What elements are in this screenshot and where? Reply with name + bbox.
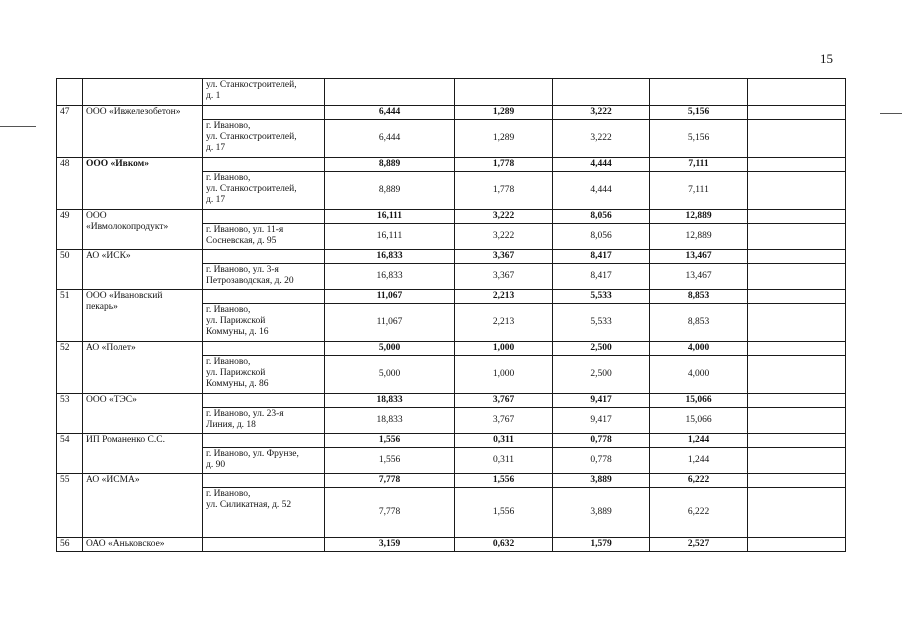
address-cell: г. Иваново, ул. Силикатная, д. 52 bbox=[203, 488, 325, 538]
value-cell-1: 11,067 bbox=[325, 304, 455, 342]
value-cell-2: 1,556 bbox=[455, 474, 553, 488]
value-cell-2: 0,311 bbox=[455, 434, 553, 448]
value-cell-4 bbox=[650, 79, 748, 106]
extra-cell bbox=[748, 434, 846, 448]
value-cell-3: 2,500 bbox=[553, 356, 650, 394]
org-total-row bbox=[57, 250, 846, 264]
value-cell-2: 1,778 bbox=[455, 172, 553, 210]
row-index: 50 bbox=[57, 250, 83, 290]
value-cell-4: 4,000 bbox=[650, 356, 748, 394]
organization-name: АО «ИСМА» bbox=[83, 474, 203, 538]
value-cell-4: 7,111 bbox=[650, 172, 748, 210]
value-cell-1: 5,000 bbox=[325, 342, 455, 356]
organization-name: ОАО «Аньковское» bbox=[83, 538, 203, 552]
value-cell-3: 3,889 bbox=[553, 488, 650, 538]
extra-cell bbox=[748, 250, 846, 264]
value-cell-1: 6,444 bbox=[325, 106, 455, 120]
value-cell-1: 16,833 bbox=[325, 250, 455, 264]
value-cell-2: 3,367 bbox=[455, 250, 553, 264]
organization-name: ИП Романенко С.С. bbox=[83, 434, 203, 474]
scan-mark-right bbox=[880, 113, 902, 114]
value-cell-4: 6,222 bbox=[650, 474, 748, 488]
value-cell-1: 18,833 bbox=[325, 394, 455, 408]
address-cell bbox=[203, 250, 325, 264]
row-index: 48 bbox=[57, 158, 83, 210]
address-cell: ул. Станкостроителей, д. 1 bbox=[203, 79, 325, 106]
address-cell bbox=[203, 342, 325, 356]
value-cell-4: 2,527 bbox=[650, 538, 748, 552]
address-row bbox=[57, 79, 846, 106]
extra-cell bbox=[748, 448, 846, 474]
row-index: 53 bbox=[57, 394, 83, 434]
extra-cell bbox=[748, 304, 846, 342]
value-cell-1: 16,833 bbox=[325, 264, 455, 290]
extra-cell bbox=[748, 224, 846, 250]
org-total-row bbox=[57, 394, 846, 408]
row-index: 56 bbox=[57, 538, 83, 552]
row-index bbox=[57, 79, 83, 106]
extra-cell bbox=[748, 210, 846, 224]
extra-cell bbox=[748, 474, 846, 488]
value-cell-2 bbox=[455, 79, 553, 106]
value-cell-4: 7,111 bbox=[650, 158, 748, 172]
organization-name: ООО «Ивком» bbox=[83, 158, 203, 210]
value-cell-3: 8,417 bbox=[553, 264, 650, 290]
value-cell-1: 18,833 bbox=[325, 408, 455, 434]
value-cell-2: 2,213 bbox=[455, 304, 553, 342]
value-cell-3: 1,579 bbox=[553, 538, 650, 552]
org-total-row bbox=[57, 342, 846, 356]
value-cell-4: 13,467 bbox=[650, 264, 748, 290]
address-cell: г. Иваново, ул. Парижской Коммуны, д. 86 bbox=[203, 356, 325, 394]
value-cell-3: 9,417 bbox=[553, 408, 650, 434]
value-cell-4: 5,156 bbox=[650, 106, 748, 120]
address-cell bbox=[203, 474, 325, 488]
organization-name: ООО «Ивмолокопродукт» bbox=[83, 210, 203, 250]
scan-mark-left bbox=[0, 126, 36, 127]
value-cell-3: 8,056 bbox=[553, 210, 650, 224]
value-cell-2: 3,222 bbox=[455, 224, 553, 250]
value-cell-4: 15,066 bbox=[650, 394, 748, 408]
value-cell-3: 3,889 bbox=[553, 474, 650, 488]
value-cell-3: 9,417 bbox=[553, 394, 650, 408]
org-total-row bbox=[57, 158, 846, 172]
value-cell-3: 0,778 bbox=[553, 448, 650, 474]
page-number: 15 bbox=[820, 51, 833, 66]
address-cell: г. Иваново, ул. 11-я Сосневская, д. 95 bbox=[203, 224, 325, 250]
extra-cell bbox=[748, 488, 846, 538]
organization-name: ООО «ТЭС» bbox=[83, 394, 203, 434]
value-cell-4: 12,889 bbox=[650, 210, 748, 224]
extra-cell bbox=[748, 408, 846, 434]
value-cell-3: 5,533 bbox=[553, 290, 650, 304]
extra-cell bbox=[748, 394, 846, 408]
value-cell-3: 3,222 bbox=[553, 120, 650, 158]
address-cell bbox=[203, 210, 325, 224]
value-cell-1: 8,889 bbox=[325, 172, 455, 210]
value-cell-1: 3,159 bbox=[325, 538, 455, 552]
address-cell: г. Иваново, ул. 23-я Линия, д. 18 bbox=[203, 408, 325, 434]
address-cell bbox=[203, 394, 325, 408]
value-cell-3: 8,056 bbox=[553, 224, 650, 250]
extra-cell bbox=[748, 158, 846, 172]
value-cell-1: 1,556 bbox=[325, 434, 455, 448]
value-cell-4: 1,244 bbox=[650, 448, 748, 474]
org-total-row bbox=[57, 290, 846, 304]
value-cell-1: 6,444 bbox=[325, 120, 455, 158]
value-cell-2: 1,289 bbox=[455, 106, 553, 120]
extra-cell bbox=[748, 290, 846, 304]
organization-name: ООО «Ивановский пекарь» bbox=[83, 290, 203, 342]
value-cell-1: 11,067 bbox=[325, 290, 455, 304]
extra-cell bbox=[748, 356, 846, 394]
value-cell-3: 8,417 bbox=[553, 250, 650, 264]
extra-cell bbox=[748, 342, 846, 356]
value-cell-3: 2,500 bbox=[553, 342, 650, 356]
extra-cell bbox=[748, 120, 846, 158]
value-cell-2: 0,632 bbox=[455, 538, 553, 552]
data-table bbox=[56, 78, 846, 552]
value-cell-1: 16,111 bbox=[325, 224, 455, 250]
org-total-row bbox=[57, 474, 846, 488]
value-cell-2: 1,000 bbox=[455, 356, 553, 394]
extra-cell bbox=[748, 106, 846, 120]
organization-name: АО «ИСК» bbox=[83, 250, 203, 290]
organization-name bbox=[83, 79, 203, 106]
value-cell-3: 5,533 bbox=[553, 304, 650, 342]
value-cell-3 bbox=[553, 79, 650, 106]
value-cell-1: 1,556 bbox=[325, 448, 455, 474]
value-cell-3: 3,222 bbox=[553, 106, 650, 120]
value-cell-4: 1,244 bbox=[650, 434, 748, 448]
value-cell-2: 1,556 bbox=[455, 488, 553, 538]
org-total-row bbox=[57, 434, 846, 448]
extra-cell bbox=[748, 538, 846, 552]
row-index: 51 bbox=[57, 290, 83, 342]
value-cell-1: 8,889 bbox=[325, 158, 455, 172]
address-cell bbox=[203, 290, 325, 304]
table-body bbox=[57, 79, 846, 552]
organization-name: АО «Полет» bbox=[83, 342, 203, 394]
organization-name: ООО «Ивжелезобетон» bbox=[83, 106, 203, 158]
value-cell-2: 1,000 bbox=[455, 342, 553, 356]
org-total-row bbox=[57, 210, 846, 224]
value-cell-3: 0,778 bbox=[553, 434, 650, 448]
address-cell bbox=[203, 106, 325, 120]
value-cell-4: 13,467 bbox=[650, 250, 748, 264]
address-cell: г. Иваново, ул. Станкостроителей, д. 17 bbox=[203, 120, 325, 158]
value-cell-2: 3,367 bbox=[455, 264, 553, 290]
value-cell-4: 8,853 bbox=[650, 304, 748, 342]
value-cell-2: 1,289 bbox=[455, 120, 553, 158]
value-cell-3: 4,444 bbox=[553, 158, 650, 172]
org-total-row bbox=[57, 106, 846, 120]
value-cell-2: 3,767 bbox=[455, 394, 553, 408]
extra-cell bbox=[748, 264, 846, 290]
value-cell-4: 6,222 bbox=[650, 488, 748, 538]
row-index: 47 bbox=[57, 106, 83, 158]
row-index: 54 bbox=[57, 434, 83, 474]
value-cell-1: 5,000 bbox=[325, 356, 455, 394]
value-cell-4: 12,889 bbox=[650, 224, 748, 250]
value-cell-4: 5,156 bbox=[650, 120, 748, 158]
value-cell-1: 7,778 bbox=[325, 488, 455, 538]
value-cell-3: 4,444 bbox=[553, 172, 650, 210]
value-cell-4: 8,853 bbox=[650, 290, 748, 304]
org-total-row bbox=[57, 538, 846, 552]
value-cell-2: 2,213 bbox=[455, 290, 553, 304]
value-cell-4: 4,000 bbox=[650, 342, 748, 356]
value-cell-4: 15,066 bbox=[650, 408, 748, 434]
extra-cell bbox=[748, 79, 846, 106]
row-index: 55 bbox=[57, 474, 83, 538]
value-cell-1 bbox=[325, 79, 455, 106]
value-cell-1: 16,111 bbox=[325, 210, 455, 224]
value-cell-2: 3,222 bbox=[455, 210, 553, 224]
address-cell bbox=[203, 434, 325, 448]
value-cell-2: 1,778 bbox=[455, 158, 553, 172]
value-cell-1: 7,778 bbox=[325, 474, 455, 488]
address-cell: г. Иваново, ул. Фрунзе, д. 90 bbox=[203, 448, 325, 474]
address-cell bbox=[203, 158, 325, 172]
value-cell-2: 0,311 bbox=[455, 448, 553, 474]
address-cell: г. Иваново, ул. Парижской Коммуны, д. 16 bbox=[203, 304, 325, 342]
row-index: 49 bbox=[57, 210, 83, 250]
address-cell bbox=[203, 538, 325, 552]
address-cell: г. Иваново, ул. Станкостроителей, д. 17 bbox=[203, 172, 325, 210]
row-index: 52 bbox=[57, 342, 83, 394]
extra-cell bbox=[748, 172, 846, 210]
value-cell-2: 3,767 bbox=[455, 408, 553, 434]
address-cell: г. Иваново, ул. 3-я Петрозаводская, д. 20 bbox=[203, 264, 325, 290]
